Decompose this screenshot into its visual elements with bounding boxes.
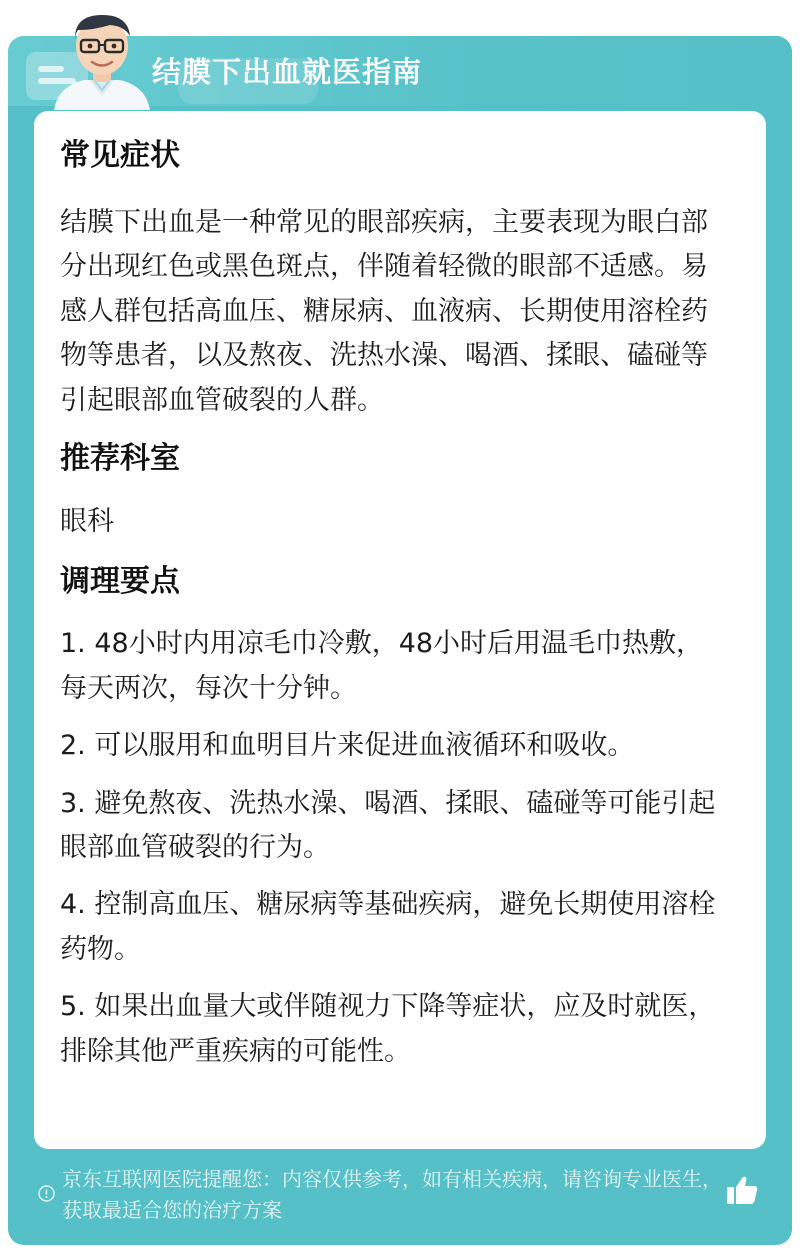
care-item: 3. 避免熬夜、洗热水澡、喝酒、揉眼、磕碰等可能引起眼部血管破裂的行为。 — [60, 787, 716, 864]
care-title: 调理要点 — [60, 564, 180, 600]
doctor-avatar-icon — [44, 6, 160, 110]
thumbs-up-icon[interactable] — [724, 1172, 760, 1208]
guide-content — [60, 130, 728, 1087]
care-list — [60, 622, 728, 1074]
care-item: 2. 可以服用和血明目片来促进血液循环和吸收。 — [60, 730, 635, 762]
care-item: 4. 控制高血压、糖尿病等基础疾病，避免长期使用溶栓药物。 — [60, 889, 716, 965]
symptoms-text: 结膜下出血是一种常见的眼部疾病，主要表现为眼白部分出现红色或黑色斑点，伴随着轻微的眼部不适感。易感人群包括高血压、糖尿病、血液病、长期使用溶栓药物等患者，以及熬夜、洗热水澡、喝酒、揉眼、磕碰等引起眼部血管破裂的人群。 — [60, 207, 708, 416]
care-item: 1. 48小时内用凉毛巾冷敷，48小时后用温毛巾热敷，每天两次，每次十分钟。 — [60, 628, 704, 704]
symptoms-title: 常见症状 — [60, 138, 180, 173]
disclaimer-text: 京东互联网医院提醒您：内容仅供参考，如有相关疾病，请咨询专业医生，获取最适合您的治疗方案 — [62, 1167, 722, 1222]
care-item: 5. 如果出血量大或伴随视力下降等症状，应及时就医，排除其他严重疾病的可能性。 — [60, 991, 716, 1067]
department-text: 眼科 — [60, 506, 114, 538]
page-title: 结膜下出血就医指南 — [152, 55, 423, 89]
info-icon — [38, 1185, 55, 1202]
department-title: 推荐科室 — [60, 441, 180, 477]
